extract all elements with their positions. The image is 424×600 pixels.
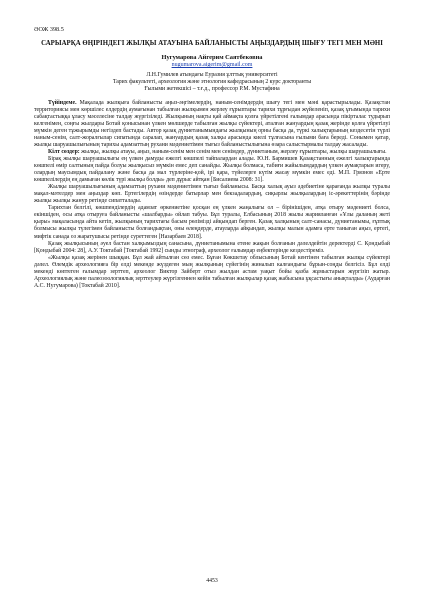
affiliation-supervisor: Ғылыми жетекшісі – т.ғ.д., профессор Р.М. Мустафина [144, 86, 280, 93]
body-paragraph-3: Тарихтан белгілі, көшпенділердің адамзат өркениетіне қосқан ең үлкен жаңалығы ол – бірінішіден, атқа отыру мәдениеті болса, екіншіден, осы атқа отыруға байланысты «шалбарды» ойлап табуы. Бұл туралы, Елбасының 2018 жылы жарияланған «Ұлы даланың жеті қыры» мақаласында айта кетіп, жылқының тарихтағы басым рөлімізді айқындап берген. Қазақ халқының салт-санасы, дүниетанымы, ғұптық болмысы жылқы түлегімен байланысты болғандықтан, оны өлеңдерде, атауларда айқындап, жылқы малын адамға ерте таныған аңыз, ертегі, мифтік санада оз жаратушысы ретінде суреттеген [Назарбаев 2018]. [34, 205, 390, 240]
keywords-paragraph [34, 149, 390, 156]
udc-code: ӘОЖ 398.5 [34, 26, 64, 33]
abstract-text: Мақалада жылқыға байланысты аңыз-әңгімелердің, наным-сенімдердің шығу тегі мен мәні қарастырылады. Қазақстан территориясы мен көршілес елдердің аумағынан табылған жылқымен жерлеу ғұрыптары тарихи тұрғыдан жүйеленіп, қазақ ұғымында тарихи сабақтастыққа ұласу мәселесіне талдау жүргізіледі. Жылқының нақты қай аймақта қолға үйретілгені ғалымдар арасында пікірталас тудырып келгенімен, соңғы жылдары Ботай қонысынан үлкен мөлшерде табылған жылқы сүйектері, аталған жануардың қазақ жерінде қолға үйретілуі мүмкін деген тұжырымды негіздеп бастады. Автор қазақ дүниетанымындағы жылқының орны басқа да, түркі халықтарының кездесетін түрлі наным-сенім, салт-жоралғылар сипатында саралап, жануардың қазақ халқы арасында киелі тұлғасына ғылыми баға береді. Сонымен қатар, жылқы шаруашылығының тарихы адамзаттың рухани мәдениетімен тығыз байланыстылығына өзара салыстырмалы талдау жасалады. [34, 99, 390, 148]
affiliation-department: Тарих факультеті, археология және этнология кафедрасының 2 курс докторанты [112, 79, 312, 86]
body-paragraph-5: «Жылқы қазақ жерінен шыққан. Бұл жай айтылған сөз емес. Бұған Көкшетау облысының Ботай кентінен табылған жылқы сүйектері дәлел. Өлемдік археологияға бір елді мекенде жүздеген мың жылқының сүйегінің жиналып калғандығы бұрын-соңды белгісіз. Бұл елді мекенді көптеген ғалымдар зерттеп, археолог Виктор Зайберт отыз жылдан астам уақыт бойы қазба жұмыстарын жүргізіп жатыр. Археологиялық және палеозоологиялық зерттеулер жүргізгеннен кейін табылған жылқылар қазақ жабысына ұқсастығы анықталды» (Аударған А.С. Нугумарова) [Токтабай 2010]. [34, 254, 390, 289]
author-email-link[interactable]: nugumarova.aigerim@gmail.com [171, 62, 253, 69]
abstract-paragraph [34, 100, 390, 149]
affiliation-block [34, 72, 390, 94]
body-paragraph-2: Жылқы шаруашылығының адамзаттың рухани мәдениетімен тығыз байланысы. Басқа халық ауыз әдебиетіне қарағанда жылқы туралы мақал-мәтелдер мен аңыздар көп. Ертегілердің өзіндерде батырлар мен бекзадалардың, сиқырлы жылқылардың іс-әрекеттерінің бәрінде жылқы жылқы жанур ретінде сипатталады. [34, 184, 390, 205]
body-paragraph-1: Бірақ жылқы шаруашылығы ең үлкен дамуды ежелгі көшпелі тайпалардан алады. Ю.Н. Бармишев Қазақстанның ежелгі халықтарында көшпелі өмір салтының пайда болуы жылқысыз мүмкін емес деп санайды. Жылқы болмаса, табиғи жайылымдардың үлкен аумақтарын игеру, олардың маусымдық пайдалану және басқа да мал түрлеріне-қой, ірі қара, түйелерге күтім жасау мүмкін емес еді. М.П. Грязнов «Ерте көшпелілердің ең дамыған көлік түрі жылқы болды» деп дұрыс айтқан [Бисалиева 2008: 31]. [34, 155, 390, 184]
page-number: 4453 [206, 578, 218, 584]
abstract-label: Түйіндеме. [48, 99, 77, 106]
keywords-text: жылқы, жылқы атауы, аңыз, наным-сенім мен сенім мен сенімдер, дүниетаным, жерлеу ғұрыптары, жылқы шаруашылығы. [79, 148, 387, 155]
body-paragraph-4: Қазақ жылқысының әуел бастан халқымыздың санасына, дүниетанымына етене жақын болғанын дәлелдейтін деректерді С. Қондыбай [Қондыбай 2004: 28], А.У. Токтабай [Токтабай 1992] сынды этнограф, археолог ғалымдар еңбектерінде кездестіреміз. [34, 240, 390, 254]
article-title: САРЫАРҚА ӨҢІРІНДЕГІ ЖЫЛҚЫ АТАУЫНА БАЙЛАНЫСТЫ АҢЫЗДАРДЫҢ ШЫҒУ ТЕГІ МЕН МӘНІ [41, 40, 383, 47]
keywords-label: Кілт сөздер: [48, 148, 80, 155]
affiliation-university: Л.Н.Гумилев атындағы Еуразия ұлттық университеті [146, 72, 278, 78]
author-name: Нугумарова Айгерим Саятбековна [161, 54, 263, 62]
